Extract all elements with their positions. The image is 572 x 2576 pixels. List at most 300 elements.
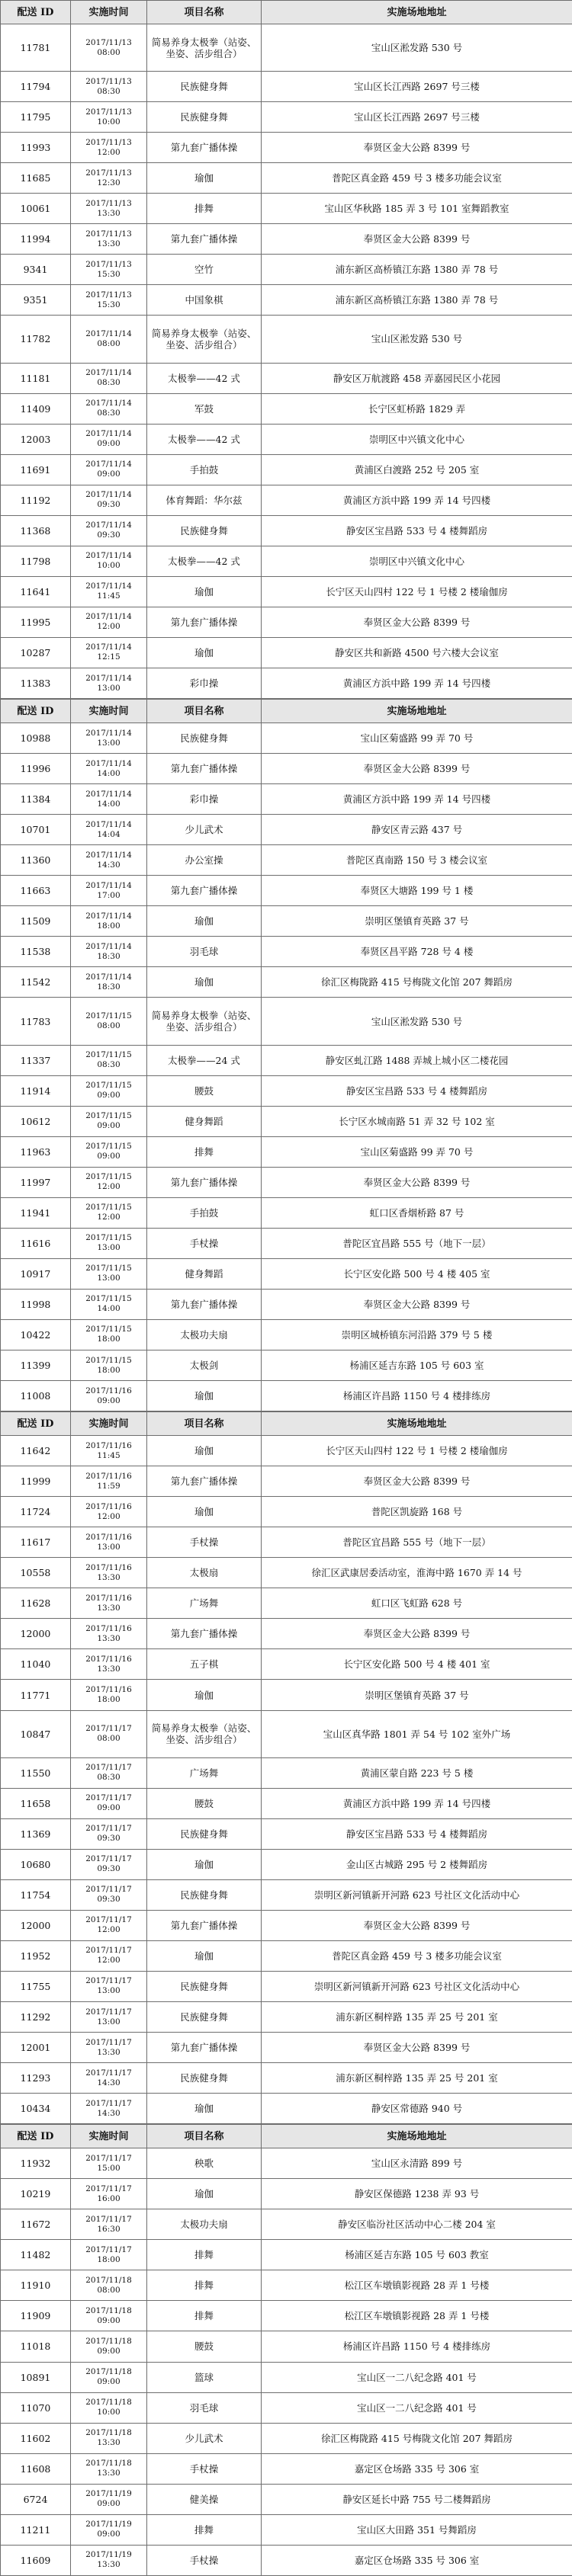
table-row (1, 576, 572, 607)
table-row (1, 1319, 572, 1350)
table-row (1, 607, 572, 637)
cell-project: 健美操 (147, 2484, 262, 2514)
cell-address: 奉贤区金大公路 8399 号 (262, 1619, 572, 1649)
cell-id: 11070 (1, 2392, 71, 2423)
cell-id: 11550 (1, 1757, 71, 1788)
cell-project: 瑜伽 (147, 163, 262, 194)
cell-address: 宝山区菊盛路 99 弄 70 号 (262, 723, 572, 754)
cell-address: 静安区共和新路 4500 号六楼大会议室 (262, 637, 572, 668)
cell-time: 2017/11/14 09:00 (71, 424, 147, 454)
cell-time: 2017/11/15 18:00 (71, 1319, 147, 1350)
cell-project: 瑜伽 (147, 637, 262, 668)
header-id: 配送 ID (1, 1412, 71, 1436)
cell-project: 瑜伽 (147, 906, 262, 937)
cell-id: 11932 (1, 2148, 71, 2179)
cell-address: 静安区延长中路 755 号二楼舞蹈房 (262, 2484, 572, 2514)
header-project: 项目名称 (147, 1, 262, 24)
cell-time: 2017/11/14 09:00 (71, 454, 147, 485)
table-row (1, 2240, 572, 2270)
cell-address: 浦东新区高桥镇江东路 1380 弄 78 号 (262, 285, 572, 316)
cell-project: 空竹 (147, 255, 262, 285)
cell-time: 2017/11/17 13:00 (71, 1971, 147, 2001)
cell-id: 11795 (1, 102, 71, 133)
cell-time: 2017/11/14 12:00 (71, 607, 147, 637)
cell-id: 11658 (1, 1788, 71, 1818)
table-row (1, 163, 572, 194)
header-project: 项目名称 (147, 1412, 262, 1436)
cell-id: 11008 (1, 1381, 71, 1411)
cell-id: 11998 (1, 1289, 71, 1319)
cell-time: 2017/11/14 18:00 (71, 906, 147, 937)
header-address: 实施场地地址 (262, 700, 572, 723)
table-row (1, 2063, 572, 2094)
cell-project: 瑜伽 (147, 1680, 262, 1710)
cell-project: 第九套广播体操 (147, 876, 262, 906)
table-row (1, 2545, 572, 2575)
cell-address: 宝山区一二八纪念路 401 号 (262, 2362, 572, 2392)
cell-project: 简易养身太极拳（站姿、坐姿、活步组合） (147, 24, 262, 72)
table-row (1, 2392, 572, 2423)
header-project: 项目名称 (147, 2125, 262, 2148)
table-row (1, 133, 572, 163)
cell-project: 第九套广播体操 (147, 133, 262, 163)
cell-id: 11909 (1, 2301, 71, 2331)
cell-id: 11542 (1, 967, 71, 998)
cell-address: 宝山区华秋路 185 弄 3 号 101 室舞蹈教室 (262, 194, 572, 224)
cell-id: 10219 (1, 2179, 71, 2209)
cell-time: 2017/11/17 09:30 (71, 1879, 147, 1910)
header-time: 实施时间 (71, 1412, 147, 1436)
cell-id: 11663 (1, 876, 71, 906)
cell-id: 11628 (1, 1588, 71, 1619)
cell-time: 2017/11/14 18:30 (71, 967, 147, 998)
table-row (1, 24, 572, 72)
cell-address: 奉贤区昌平路 728 号 4 楼 (262, 937, 572, 967)
table-row (1, 1757, 572, 1788)
cell-address: 奉贤区金大公路 8399 号 (262, 1167, 572, 1197)
cell-time: 2017/11/19 09:00 (71, 2514, 147, 2545)
table-row (1, 2484, 572, 2514)
cell-time: 2017/11/15 09:00 (71, 1106, 147, 1136)
cell-time: 2017/11/15 12:00 (71, 1197, 147, 1228)
table-row (1, 1527, 572, 1558)
header-id: 配送 ID (1, 1, 71, 24)
schedule-table-2 (0, 699, 572, 1411)
cell-project: 手杖操 (147, 2545, 262, 2575)
cell-project: 排舞 (147, 2514, 262, 2545)
table-row (1, 2179, 572, 2209)
cell-id: 11360 (1, 845, 71, 876)
table-row (1, 424, 572, 454)
cell-project: 羽毛球 (147, 937, 262, 967)
cell-project: 彩巾操 (147, 784, 262, 815)
cell-project: 民族健身舞 (147, 723, 262, 754)
cell-id: 10891 (1, 2362, 71, 2392)
cell-time: 2017/11/14 09:30 (71, 485, 147, 515)
cell-time: 2017/11/17 09:30 (71, 1818, 147, 1849)
cell-id: 12000 (1, 1619, 71, 1649)
cell-project: 手拍鼓 (147, 454, 262, 485)
cell-id: 10422 (1, 1319, 71, 1350)
cell-project: 瑜伽 (147, 1497, 262, 1527)
cell-project: 健身舞蹈 (147, 1258, 262, 1289)
cell-address: 松江区车墩镇影视路 28 弄 1 号楼 (262, 2270, 572, 2301)
cell-time: 2017/11/17 09:30 (71, 1849, 147, 1879)
cell-address: 静安区宝昌路 533 号 4 楼舞蹈房 (262, 515, 572, 546)
cell-id: 11794 (1, 72, 71, 102)
cell-address: 长宁区天山四村 122 号 1 号楼 2 楼瑜伽房 (262, 576, 572, 607)
table-row (1, 1167, 572, 1197)
cell-time: 2017/11/17 12:00 (71, 1910, 147, 1940)
cell-address: 黄浦区方浜中路 199 弄 14 号四楼 (262, 784, 572, 815)
cell-project: 第九套广播体操 (147, 1289, 262, 1319)
cell-time: 2017/11/13 12:30 (71, 163, 147, 194)
table-row (1, 1818, 572, 1849)
cell-project: 太极功夫扇 (147, 1319, 262, 1350)
cell-id: 10287 (1, 637, 71, 668)
cell-address: 黄浦区方浜中路 199 弄 14 号四楼 (262, 668, 572, 699)
cell-time: 2017/11/13 13:30 (71, 194, 147, 224)
table-row (1, 967, 572, 998)
table-row (1, 1045, 572, 1075)
cell-address: 浦东新区高桥镇江东路 1380 弄 78 号 (262, 255, 572, 285)
cell-time: 2017/11/14 14:04 (71, 815, 147, 845)
table-row (1, 754, 572, 784)
cell-project: 广场舞 (147, 1757, 262, 1788)
cell-address: 杨浦区许昌路 1150 号 4 楼排练房 (262, 1381, 572, 1411)
cell-address: 杨浦区延吉东路 105 号 603 教室 (262, 2240, 572, 2270)
cell-id: 11369 (1, 1818, 71, 1849)
cell-project: 太极拳——42 式 (147, 424, 262, 454)
cell-project: 排舞 (147, 2301, 262, 2331)
cell-id: 11383 (1, 668, 71, 699)
cell-project: 瑜伽 (147, 576, 262, 607)
cell-id: 11691 (1, 454, 71, 485)
cell-address: 普陀区真南路 150 号 3 楼会议室 (262, 845, 572, 876)
schedule-table-3 (0, 1411, 572, 2124)
cell-address: 嘉定区仓场路 335 号 306 室 (262, 2545, 572, 2575)
cell-project: 篮球 (147, 2362, 262, 2392)
header-address: 实施场地地址 (262, 1, 572, 24)
cell-address: 虹口区飞虹路 628 号 (262, 1588, 572, 1619)
table-row (1, 2094, 572, 2124)
cell-address: 浦东新区桐梓路 135 弄 25 号 201 室 (262, 2001, 572, 2032)
cell-address: 崇明区堡镇育英路 37 号 (262, 1680, 572, 1710)
cell-id: 11609 (1, 2545, 71, 2575)
cell-project: 第九套广播体操 (147, 754, 262, 784)
cell-address: 宝山区一二八纪念路 401 号 (262, 2392, 572, 2423)
table-row (1, 784, 572, 815)
table-row (1, 2033, 572, 2063)
cell-time: 2017/11/15 08:00 (71, 998, 147, 1045)
cell-id: 11399 (1, 1350, 71, 1381)
cell-id: 11996 (1, 754, 71, 784)
cell-id: 11724 (1, 1497, 71, 1527)
cell-id: 11211 (1, 2514, 71, 2545)
cell-address: 崇明区新河镇新开河路 623 号社区文化活动中心 (262, 1971, 572, 2001)
cell-id: 11941 (1, 1197, 71, 1228)
cell-project: 简易养身太极拳（站姿、坐姿、活步组合） (147, 1710, 262, 1757)
cell-project: 手杖操 (147, 1527, 262, 1558)
header-row (1, 700, 572, 723)
cell-project: 瑜伽 (147, 2179, 262, 2209)
table-row (1, 1649, 572, 1680)
cell-time: 2017/11/19 09:00 (71, 2484, 147, 2514)
cell-time: 2017/11/14 11:45 (71, 576, 147, 607)
cell-address: 静安区宝昌路 533 号 4 楼舞蹈房 (262, 1075, 572, 1106)
cell-time: 2017/11/15 18:00 (71, 1350, 147, 1381)
cell-time: 2017/11/14 14:00 (71, 784, 147, 815)
cell-time: 2017/11/17 18:00 (71, 2240, 147, 2270)
cell-time: 2017/11/17 15:00 (71, 2148, 147, 2179)
cell-address: 普陀区真金路 459 号 3 楼多功能会议室 (262, 1940, 572, 1971)
cell-project: 军鼓 (147, 393, 262, 424)
cell-time: 2017/11/15 09:00 (71, 1136, 147, 1167)
cell-id: 10701 (1, 815, 71, 845)
cell-id: 11994 (1, 224, 71, 255)
table-row (1, 815, 572, 845)
table-row (1, 2148, 572, 2179)
cell-address: 静安区宝昌路 533 号 4 楼舞蹈房 (262, 1818, 572, 1849)
table-row (1, 1588, 572, 1619)
cell-address: 长宁区安化路 500 号 4 楼 401 室 (262, 1649, 572, 1680)
table-row (1, 1197, 572, 1228)
header-project: 项目名称 (147, 700, 262, 723)
cell-time: 2017/11/15 13:00 (71, 1228, 147, 1258)
cell-id: 10847 (1, 1710, 71, 1757)
cell-address: 普陀区凯旋路 168 号 (262, 1497, 572, 1527)
cell-id: 11997 (1, 1167, 71, 1197)
cell-project: 简易养身太极拳（站姿、坐姿、活步组合） (147, 998, 262, 1045)
cell-address: 长宁区水城南路 51 弄 32 号 102 室 (262, 1106, 572, 1136)
header-id: 配送 ID (1, 700, 71, 723)
table-row (1, 2423, 572, 2453)
cell-time: 2017/11/13 12:00 (71, 133, 147, 163)
cell-time: 2017/11/17 16:30 (71, 2209, 147, 2240)
cell-id: 11509 (1, 906, 71, 937)
cell-project: 彩巾操 (147, 668, 262, 699)
cell-id: 12000 (1, 1910, 71, 1940)
table-row (1, 1381, 572, 1411)
cell-id: 11783 (1, 998, 71, 1045)
table-row (1, 546, 572, 576)
cell-id: 11602 (1, 2423, 71, 2453)
cell-address: 宝山区长江西路 2697 号三楼 (262, 72, 572, 102)
cell-project: 瑜伽 (147, 967, 262, 998)
cell-id: 11368 (1, 515, 71, 546)
cell-time: 2017/11/14 10:00 (71, 546, 147, 576)
cell-project: 排舞 (147, 2240, 262, 2270)
header-row (1, 1, 572, 24)
cell-address: 奉贤区金大公路 8399 号 (262, 1466, 572, 1497)
table-row (1, 1136, 572, 1167)
header-row (1, 2125, 572, 2148)
cell-id: 11337 (1, 1045, 71, 1075)
table-row (1, 363, 572, 393)
cell-time: 2017/11/16 11:45 (71, 1436, 147, 1466)
cell-project: 排舞 (147, 194, 262, 224)
cell-time: 2017/11/17 13:30 (71, 2033, 147, 2063)
cell-project: 秧歌 (147, 2148, 262, 2179)
cell-time: 2017/11/16 13:30 (71, 1558, 147, 1588)
table-row (1, 2001, 572, 2032)
cell-id: 10988 (1, 723, 71, 754)
cell-address: 黄浦区白渡路 252 号 205 室 (262, 454, 572, 485)
cell-time: 2017/11/14 13:00 (71, 723, 147, 754)
cell-address: 宝山区淞发路 530 号 (262, 998, 572, 1045)
cell-project: 太极剑 (147, 1350, 262, 1381)
table-row (1, 845, 572, 876)
cell-id: 11952 (1, 1940, 71, 1971)
cell-id: 11641 (1, 576, 71, 607)
table-row (1, 485, 572, 515)
cell-address: 奉贤区金大公路 8399 号 (262, 1289, 572, 1319)
cell-id: 11685 (1, 163, 71, 194)
table-row (1, 515, 572, 546)
cell-project: 民族健身舞 (147, 72, 262, 102)
table-row (1, 1971, 572, 2001)
cell-address: 静安区临汾社区活动中心二楼 204 室 (262, 2209, 572, 2240)
cell-time: 2017/11/17 14:30 (71, 2063, 147, 2094)
table-row (1, 2301, 572, 2331)
cell-project: 太极拳——24 式 (147, 1045, 262, 1075)
table-row (1, 393, 572, 424)
cell-time: 2017/11/13 08:00 (71, 24, 147, 72)
cell-project: 瑜伽 (147, 1436, 262, 1466)
cell-address: 奉贤区金大公路 8399 号 (262, 1910, 572, 1940)
cell-address: 宝山区永清路 899 号 (262, 2148, 572, 2179)
cell-address: 金山区古城路 295 号 2 楼舞蹈房 (262, 1849, 572, 1879)
cell-address: 普陀区宜昌路 555 号（地下一层） (262, 1228, 572, 1258)
cell-id: 11181 (1, 363, 71, 393)
cell-address: 宝山区长江西路 2697 号三楼 (262, 102, 572, 133)
table-row (1, 723, 572, 754)
table-row (1, 1849, 572, 1879)
cell-time: 2017/11/18 13:30 (71, 2423, 147, 2453)
cell-project: 民族健身舞 (147, 1818, 262, 1849)
cell-project: 健身舞蹈 (147, 1106, 262, 1136)
cell-id: 11672 (1, 2209, 71, 2240)
cell-id: 11993 (1, 133, 71, 163)
cell-address: 宝山区大田路 351 号舞蹈房 (262, 2514, 572, 2545)
cell-address: 黄浦区方浜中路 199 弄 14 号四楼 (262, 1788, 572, 1818)
cell-project: 排舞 (147, 2270, 262, 2301)
cell-address: 徐汇区武康居委活动室，淮海中路 1670 弄 14 号 (262, 1558, 572, 1588)
table-row (1, 876, 572, 906)
cell-id: 11192 (1, 485, 71, 515)
table-row (1, 224, 572, 255)
cell-id: 11293 (1, 2063, 71, 2094)
cell-time: 2017/11/14 12:15 (71, 637, 147, 668)
cell-address: 静安区常德路 940 号 (262, 2094, 572, 2124)
cell-id: 11995 (1, 607, 71, 637)
cell-project: 手杖操 (147, 1228, 262, 1258)
table-row (1, 316, 572, 363)
cell-project: 民族健身舞 (147, 2001, 262, 2032)
cell-time: 2017/11/14 09:30 (71, 515, 147, 546)
cell-project: 民族健身舞 (147, 1879, 262, 1910)
cell-time: 2017/11/15 14:00 (71, 1289, 147, 1319)
cell-address: 崇明区堡镇育英路 37 号 (262, 906, 572, 937)
cell-time: 2017/11/15 08:30 (71, 1045, 147, 1075)
cell-address: 奉贤区金大公路 8399 号 (262, 754, 572, 784)
cell-project: 腰鼓 (147, 2331, 262, 2362)
table-row (1, 1228, 572, 1258)
table-row (1, 454, 572, 485)
schedule-table-4 (0, 2124, 572, 2576)
cell-time: 2017/11/14 08:00 (71, 316, 147, 363)
cell-address: 浦东新区桐梓路 135 弄 25 号 201 室 (262, 2063, 572, 2094)
cell-address: 静安区青云路 437 号 (262, 815, 572, 845)
cell-time: 2017/11/13 08:30 (71, 72, 147, 102)
table-row (1, 2270, 572, 2301)
cell-address: 徐汇区梅陇路 415 号梅陇文化馆 207 舞蹈房 (262, 2423, 572, 2453)
cell-address: 静安区虬江路 1488 弄城上城小区二楼花园 (262, 1045, 572, 1075)
cell-id: 11754 (1, 1879, 71, 1910)
cell-project: 第九套广播体操 (147, 1167, 262, 1197)
table-row (1, 998, 572, 1045)
cell-project: 第九套广播体操 (147, 2033, 262, 2063)
cell-address: 奉贤区金大公路 8399 号 (262, 133, 572, 163)
cell-id: 9341 (1, 255, 71, 285)
cell-id: 11018 (1, 2331, 71, 2362)
table-row (1, 2331, 572, 2362)
cell-project: 第九套广播体操 (147, 607, 262, 637)
cell-address: 长宁区虹桥路 1829 弄 (262, 393, 572, 424)
table-row (1, 1558, 572, 1588)
schedule-table-1 (0, 0, 572, 699)
cell-id: 9351 (1, 285, 71, 316)
cell-time: 2017/11/16 12:00 (71, 1497, 147, 1527)
cell-time: 2017/11/17 14:30 (71, 2094, 147, 2124)
cell-project: 少儿武术 (147, 815, 262, 845)
cell-id: 11617 (1, 1527, 71, 1558)
cell-address: 徐汇区梅陇路 415 号梅陇文化馆 207 舞蹈房 (262, 967, 572, 998)
cell-time: 2017/11/16 13:30 (71, 1588, 147, 1619)
cell-address: 宝山区淞发路 530 号 (262, 24, 572, 72)
cell-time: 2017/11/14 18:30 (71, 937, 147, 967)
cell-id: 11755 (1, 1971, 71, 2001)
cell-address: 奉贤区大塘路 199 号 1 楼 (262, 876, 572, 906)
cell-address: 静安区万航渡路 458 弄嘉园民区小花园 (262, 363, 572, 393)
cell-time: 2017/11/13 15:30 (71, 255, 147, 285)
cell-id: 11616 (1, 1228, 71, 1258)
cell-id: 11782 (1, 316, 71, 363)
cell-project: 瑜伽 (147, 2094, 262, 2124)
table-row (1, 1710, 572, 1757)
cell-id: 11384 (1, 784, 71, 815)
cell-time: 2017/11/17 13:00 (71, 2001, 147, 2032)
table-row (1, 1879, 572, 1910)
cell-address: 杨浦区延吉东路 105 号 603 室 (262, 1350, 572, 1381)
cell-time: 2017/11/15 13:00 (71, 1258, 147, 1289)
header-time: 实施时间 (71, 2125, 147, 2148)
cell-time: 2017/11/13 15:30 (71, 285, 147, 316)
table-row (1, 1619, 572, 1649)
cell-address: 宝山区真华路 1801 弄 54 号 102 室外广场 (262, 1710, 572, 1757)
cell-project: 第九套广播体操 (147, 1466, 262, 1497)
cell-project: 简易养身太极拳（站姿、坐姿、活步组合） (147, 316, 262, 363)
cell-id: 11999 (1, 1466, 71, 1497)
cell-project: 体育舞蹈：华尔兹 (147, 485, 262, 515)
cell-time: 2017/11/16 13:00 (71, 1527, 147, 1558)
cell-time: 2017/11/18 09:00 (71, 2301, 147, 2331)
cell-project: 太极拳——42 式 (147, 363, 262, 393)
table-row (1, 668, 572, 699)
cell-address: 长宁区安化路 500 号 4 楼 405 室 (262, 1258, 572, 1289)
table-row (1, 285, 572, 316)
cell-id: 11642 (1, 1436, 71, 1466)
